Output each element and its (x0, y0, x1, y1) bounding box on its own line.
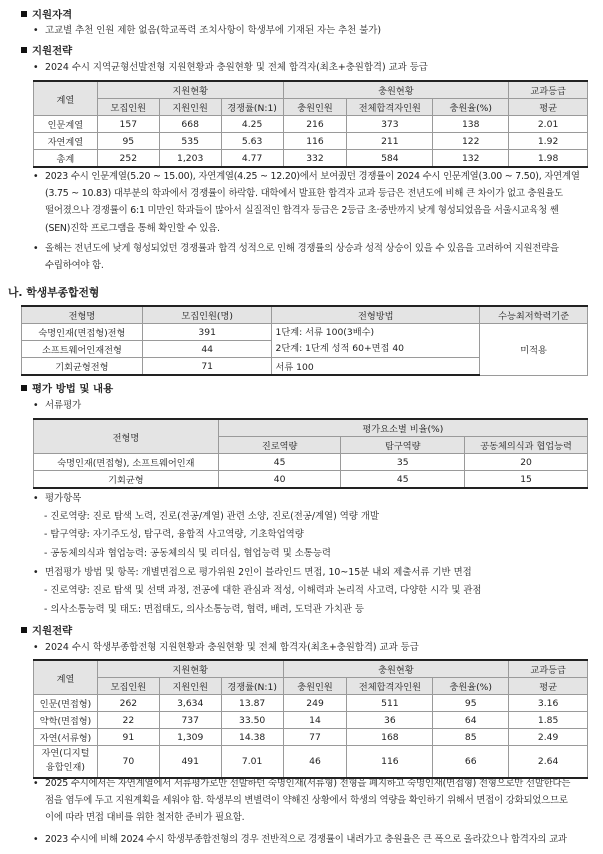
evaluation-ratio-table (33, 418, 588, 489)
section-title-eligibility: 지원자격 (21, 6, 72, 21)
col-header: 전체합격자인원 (347, 678, 433, 695)
section-title-strategy-2: 지원전략 (21, 622, 72, 637)
col-header: 평균 (509, 678, 588, 695)
col-header: 경쟁률(N:1) (221, 678, 283, 695)
dot-bullet-icon: • (33, 171, 39, 182)
header-grade: 교과등급 (509, 81, 588, 99)
strategy-1-paragraph-1: • 2023 수시 인문계열(5.20 ~ 15.00), 자연계열(4.25 ~ 12.20)에서 보여줬던 경쟁률이 2024 수시 인문계열(3.00 ~ 7.50), 자연계열 (3.75 ~ 10.83) 대부분의 학과에서 경쟁률이 하락함. 대학에서 발표한 합격자 교과 등급은 전년도에 비해 큰 차이가 없고 충원율도 떨어졌으나 경쟁률이 6:1 미만인 학과들이 많아서 실질적인 합격자 등급은 2등급 초·중반까지 낮게 형성되었음을 서울시교육청 쎈 (SEN)진학 프로그램을 통해 확인할 수 있음. (33, 168, 598, 237)
strategy-2-paragraph-1: • 2025 수시에서는 자연계열에서 서류평가로만 선발하던 숙명인재(서류형) 전형을 폐지하고 숙명인재(면접형) 전형으로만 선발한다는 점을 염두에 두고 지원계획을 세워야 함. 학생부의 변별력이 약해진 상황에서 학생의 역량을 확인하기 위해서 면접이 강화되었으므로 이에 따라 면접 대비를 위한 철저한 준비가 필요함. (33, 775, 598, 827)
evaluation-item: - 탐구역량: 자기주도성, 탐구력, 융합적 사고역량, 기초학업역량 (44, 529, 304, 540)
col-header: 평균 (509, 99, 588, 116)
interview-item: - 의사소통능력 및 태도: 면접태도, 의사소통능력, 협력, 배려, 도덕관 가치관 등 (44, 604, 364, 615)
square-bullet-icon (21, 11, 27, 17)
table-row: 숙명인재(면접형)전형 391 1단계: 서류 100(3배수) 2단계: 1단계 성적 60+면접 40 미적용 (22, 324, 588, 341)
strategy-2-bullet: • 2024 수시 학생부종합전형 지원현황과 충원현황 및 전체 합격자(최초+충원합격) 교과 등급 (33, 639, 419, 656)
header-additional: 충원현황 (283, 81, 509, 99)
dot-bullet-icon: • (33, 493, 39, 504)
section-title-comprehensive: 나. 학생부종합전형 (8, 286, 100, 299)
dot-bullet-icon: • (33, 243, 39, 254)
col-header: 수능최저학력기준 (480, 306, 588, 324)
dot-bullet-icon: • (33, 62, 39, 73)
square-bullet-icon (21, 47, 27, 53)
table-row: 인문계열 157 668 4.25 216 373 138 2.01 (34, 116, 588, 133)
col-header: 충원인원 (283, 99, 347, 116)
square-bullet-icon (21, 385, 27, 391)
table-row: 자연계열 95 535 5.63 116 211 122 1.92 (34, 133, 588, 150)
col-header: 전형명 (22, 306, 143, 324)
table-row: 총계 252 1,203 4.77 332 584 132 1.98 (34, 150, 588, 168)
header-applicants: 지원현황 (97, 660, 283, 678)
min-standard-cell: 미적용 (480, 324, 588, 376)
evaluation-item: - 진로역량: 진로 탐색 노력, 진로(전공/계열) 관련 소양, 진로(전공/계열) 역량 개발 (44, 511, 379, 522)
col-header: 충원인원 (283, 678, 347, 695)
dot-bullet-icon: • (33, 834, 39, 845)
table-row: 숙명인재(면접형), 소프트웨어인재 45 35 20 (34, 454, 588, 471)
col-header: 평가요소별 비율(%) (218, 419, 587, 437)
table-row: 약학(면접형) 22 737 33.50 14 36 64 1.85 (34, 712, 588, 729)
dot-bullet-icon: • (33, 567, 39, 578)
header-additional: 충원현황 (283, 660, 509, 678)
header-applicants: 지원현황 (97, 81, 283, 99)
eligibility-bullet: • 고교별 추천 인원 제한 없음(학교폭력 조치사항이 학생부에 기재된 자는 추천 불가) (33, 22, 381, 39)
interview-method: • 면접평가 방법 및 항목: 개별면접으로 평가위원 2인이 블라인드 면접, 10~15분 내외 제출서류 기반 면접 (33, 564, 472, 581)
section-title-evaluation: 평가 방법 및 내용 (21, 380, 113, 395)
table-row: 인문(면접형) 262 3,634 13.87 249 511 95 3.16 (34, 695, 588, 712)
section-title-strategy-1: 지원전략 (21, 42, 72, 57)
table-row: 자연(디지털 융합인재) 70 491 7.01 46 116 66 2.64 (34, 746, 588, 778)
col-header: 지원인원 (159, 678, 221, 695)
col-header: 공동체의식과 협업능력 (465, 437, 588, 454)
evaluation-item: - 공동체의식과 협업능력: 공동체의식 및 리더십, 협업능력 및 소통능력 (44, 548, 331, 559)
table-row: 자연(서류형) 91 1,309 14.38 77 168 85 2.49 (34, 729, 588, 746)
table-row: 기회균형전형 71 서류 100 (22, 358, 588, 376)
col-header: 탐구역량 (341, 437, 465, 454)
dot-bullet-icon: • (33, 25, 39, 36)
col-header: 모집인원 (97, 678, 159, 695)
table-row: 기회균형 40 45 15 (34, 471, 588, 489)
dot-bullet-icon: • (33, 778, 39, 789)
col-header: 전형명 (34, 419, 219, 454)
strategy-2-paragraph-2: • 2023 수시에 비해 2024 수시 학생부종합전형의 경우 전반적으로 경쟁률이 내려가고 충원율은 큰 폭으로 올라갔으나 합격자의 교과 (33, 831, 598, 848)
col-header: 모집인원(명) (142, 306, 272, 324)
col-header: 경쟁률(N:1) (221, 99, 283, 116)
header-field: 계열 (34, 81, 98, 116)
col-header: 충원율(%) (433, 99, 509, 116)
dot-bullet-icon: • (33, 400, 39, 411)
comprehensive-overview-table (21, 305, 588, 376)
square-bullet-icon (21, 627, 27, 633)
document-review-label: • 서류평가 (33, 397, 81, 414)
comprehensive-results-table (33, 659, 588, 779)
header-field: 계열 (34, 660, 98, 695)
col-header: 진로역량 (218, 437, 341, 454)
interview-item: - 진로역량: 진로 탐색 및 선택 과정, 전공에 대한 관심과 적성, 이해력과 논리적 사고력, 다양한 시각 및 관점 (44, 585, 482, 596)
evaluation-items-title: • 평가항목 (33, 490, 81, 507)
col-header: 지원인원 (159, 99, 221, 116)
selection-method-cell: 1단계: 서류 100(3배수) 2단계: 1단계 성적 60+면접 40 (272, 324, 480, 358)
regional-balance-table (33, 80, 588, 168)
header-grade: 교과등급 (509, 660, 588, 678)
strategy-1-paragraph-2: • 올해는 전년도에 낮게 형성되었던 경쟁률과 합격 성적으로 인해 경쟁률의 상승과 성적 상승이 있을 수 있음을 고려하여 지원전략을 수립하여야 함. (33, 240, 598, 274)
strategy-1-bullet: • 2024 수시 지역균형선발전형 지원현황과 충원현황 및 전체 합격자(최초+충원합격) 교과 등급 (33, 59, 428, 76)
dot-bullet-icon: • (33, 642, 39, 653)
col-header: 충원율(%) (433, 678, 509, 695)
col-header: 전체합격자인원 (347, 99, 433, 116)
col-header: 모집인원 (97, 99, 159, 116)
table-row: 소프트웨어인재전형 44 (22, 341, 588, 358)
col-header: 전형방법 (272, 306, 480, 324)
